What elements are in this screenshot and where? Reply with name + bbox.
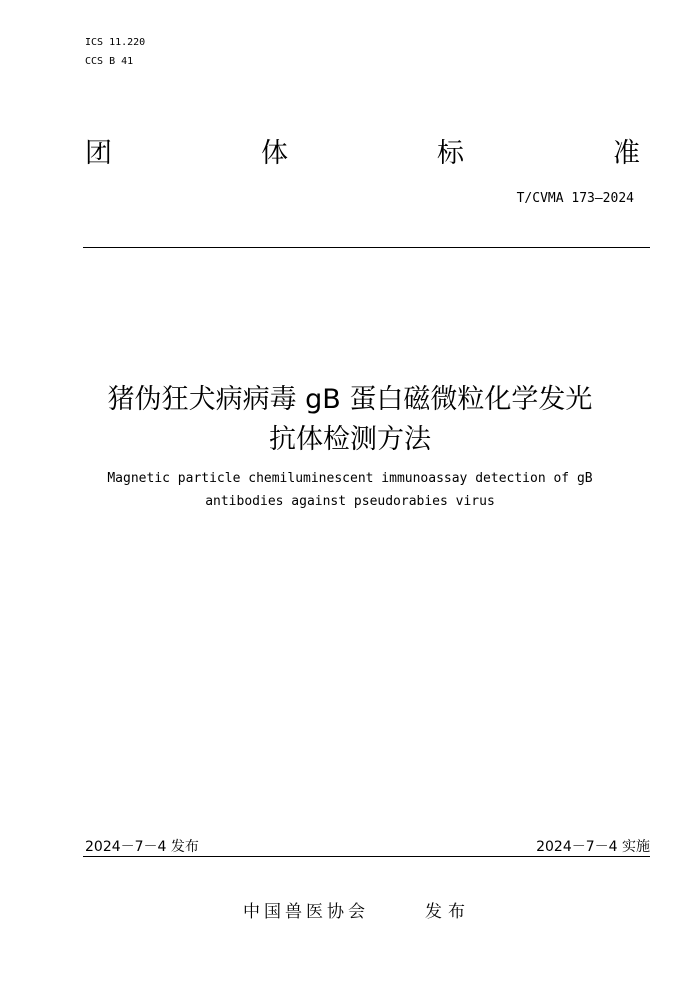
ccs-code: CCS B 41 (85, 56, 134, 67)
standard-number: T/CVMA 173—2024 (516, 191, 634, 206)
standard-type-char-4: 准 (613, 138, 640, 169)
title-zh-line-1: 猪伪狂犬病病毒 gB 蛋白磁微粒化学发光 (107, 384, 593, 415)
implementation-date: 2024－7－4 实施 (536, 839, 650, 855)
title-zh-line-2: 抗体检测方法 (269, 424, 431, 455)
ics-code: ICS 11.220 (85, 37, 146, 48)
publisher-name: 中国兽医协会 (243, 902, 369, 922)
top-divider (83, 247, 650, 248)
title-en-line-1: Magnetic particle chemiluminescent immunoassay detection of gB (107, 471, 593, 486)
standard-type-char-3: 标 (437, 138, 464, 169)
issue-date: 2024－7－4 发布 (85, 839, 199, 855)
bottom-divider (83, 856, 650, 857)
title-en-line-2: antibodies against pseudorabies virus (205, 494, 495, 509)
standard-type-heading (85, 138, 640, 170)
standard-type-char-1: 团 (85, 138, 112, 169)
publish-label: 发布 (425, 902, 471, 922)
standard-type-char-2: 体 (261, 138, 288, 169)
